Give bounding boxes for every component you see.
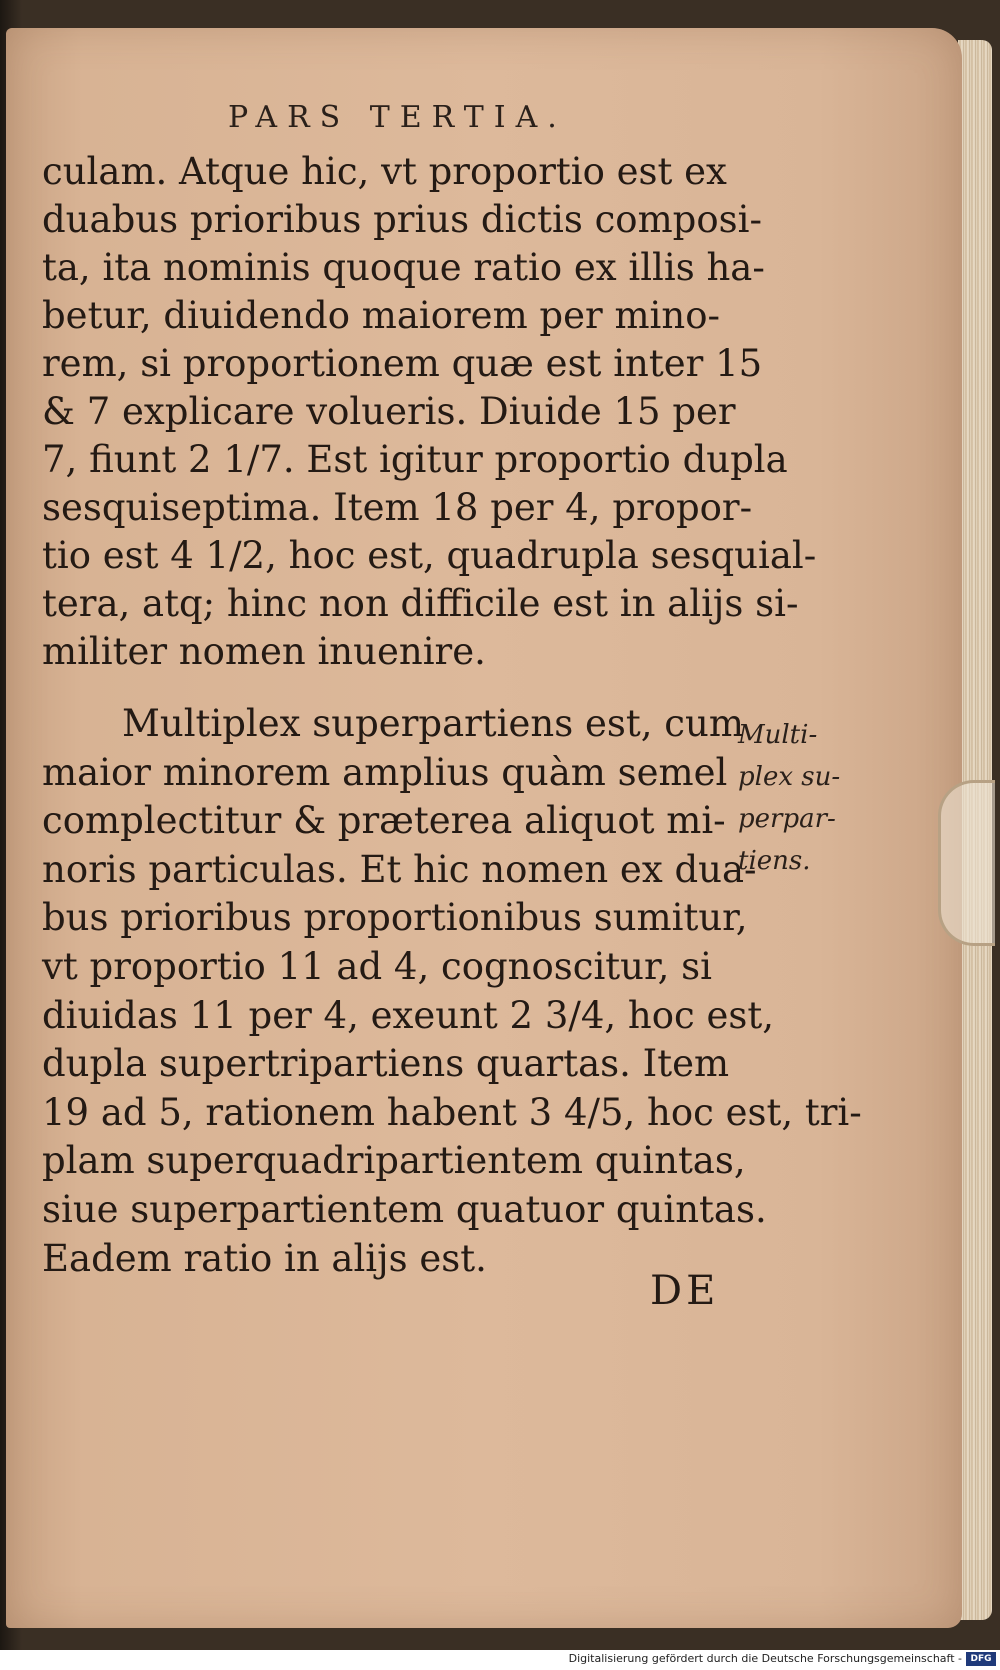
text-line: dupla supertripartiens quartas. Item bbox=[42, 1042, 730, 1086]
text-line: betur, diuidendo maiorem per mino- bbox=[42, 294, 720, 337]
text-line: militer nomen inuenire. bbox=[42, 630, 486, 673]
dfg-logo: DFG bbox=[966, 1652, 996, 1666]
text-line: 19 ad 5, rationem habent 3 4/5, hoc est, tri- bbox=[42, 1090, 862, 1134]
funding-credit: Digitalisierung gefördert durch die Deutsche Forschungsgemeinschaft - bbox=[568, 1652, 962, 1665]
text-line: tera, atq; hinc non difficile est in alijs si- bbox=[42, 582, 799, 625]
marginal-line: Multi- bbox=[738, 720, 818, 750]
text-line: bus prioribus proportionibus sumitur, bbox=[42, 896, 748, 940]
text-line: siue superpartientem quatuor quintas. bbox=[42, 1187, 767, 1231]
text-line: ta, ita nominis quoque ratio ex illis ha- bbox=[42, 246, 765, 289]
marginal-line: perpar- bbox=[738, 804, 836, 834]
catchword: DE bbox=[650, 1268, 720, 1314]
text-line: vt proportio 11 ad 4, cognoscitur, si bbox=[42, 944, 712, 988]
paragraph-1 bbox=[42, 148, 817, 676]
footer-bar bbox=[0, 1650, 1000, 1670]
running-head: PARS TERTIA. bbox=[228, 100, 567, 135]
marginal-line: plex su- bbox=[738, 762, 841, 792]
text-line: Eadem ratio in alijs est. bbox=[42, 1236, 487, 1280]
bookmark-tab bbox=[938, 780, 995, 946]
text-line: complectitur & præterea aliquot mi- bbox=[42, 799, 726, 843]
text-line: noris particulas. Et hic nomen ex dua- bbox=[42, 847, 757, 891]
text-line: sesquiseptima. Item 18 per 4, propor- bbox=[42, 486, 753, 529]
text-line: diuidas 11 per 4, exeunt 2 3/4, hoc est, bbox=[42, 993, 775, 1037]
text-line: duabus prioribus prius dictis composi- bbox=[42, 198, 762, 241]
text-line: 7, fiunt 2 1/7. Est igitur proportio dupla bbox=[42, 438, 788, 481]
text-line: & 7 explicare volueris. Diuide 15 per bbox=[42, 390, 736, 433]
paragraph-2 bbox=[42, 700, 862, 1283]
text-line: plam superquadripartientem quintas, bbox=[42, 1139, 746, 1183]
marginal-line: tiens. bbox=[738, 846, 811, 876]
text-line: maior minorem amplius quàm semel bbox=[42, 750, 728, 794]
marginal-note bbox=[738, 714, 841, 882]
text-line: tio est 4 1/2, hoc est, quadrupla sesquial- bbox=[42, 534, 817, 577]
text-line: rem, si proportionem quæ est inter 15 bbox=[42, 342, 763, 385]
text-line: culam. Atque hic, vt proportio est ex bbox=[42, 150, 727, 193]
text-line: Multiplex superpartiens est, cum bbox=[122, 702, 744, 745]
